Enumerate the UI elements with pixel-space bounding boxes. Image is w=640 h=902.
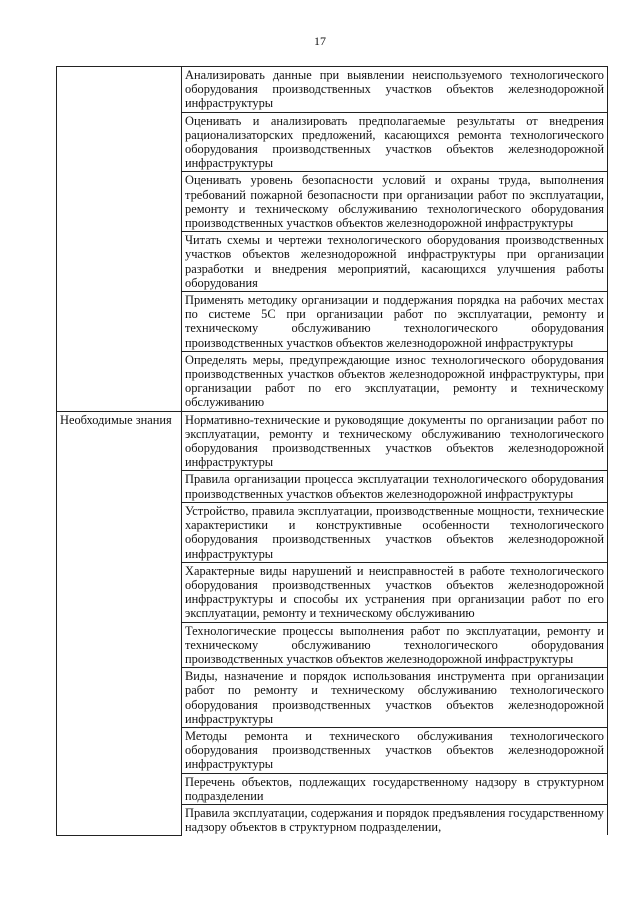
table-cell-text: Перечень объектов, подлежащих государственному надзору в структурном подразделении xyxy=(182,773,608,804)
table-cell-text: Определять меры, предупреждающие износ технологического оборудования производственных участков объектов железнодорожной инфраструктуры, при организации работ по его эксплуатации, ремонту и техническому обслуживанию xyxy=(182,351,608,411)
table-cell-text: Правила организации процесса эксплуатации технологического оборудования производственных участков объектов железнодорожной инфраструктуры xyxy=(182,471,608,502)
table-row xyxy=(57,67,608,113)
table-row xyxy=(57,411,608,471)
table-cell-text: Оценивать уровень безопасности условий и охраны труда, выполнения требований пожарной безопасности при организации работ по эксплуатации, ремонту и техническому обслуживанию технологического оборудования производственных участков объектов железнодорожной инфраструктуры xyxy=(182,172,608,232)
skills-label-cell xyxy=(57,67,182,412)
table-cell-text: Нормативно-технические и руководящие документы по организации работ по эксплуатации, ремонту и техническому обслуживанию технологического оборудования производственных участков объектов железнодорожной инфраструктуры xyxy=(182,411,608,471)
competency-table xyxy=(56,66,608,836)
table-cell-text: Читать схемы и чертежи технологического оборудования производственных участков объектов железнодорожной инфраструктуры при организации разработки и внедрения мероприятий, касающихся улучшения работы оборудования xyxy=(182,232,608,292)
table-cell-text: Методы ремонта и технического обслуживания технологического оборудования производственных участков объектов железнодорожной инфраструктуры xyxy=(182,727,608,773)
table-cell-text: Виды, назначение и порядок использования инструмента при организации работ по ремонту и техническому обслуживанию технологического оборудования производственных участков объектов железнодорожной инфраструктуры xyxy=(182,668,608,728)
page-number: 17 xyxy=(314,34,326,48)
knowledge-label: Необходимые знания xyxy=(57,411,182,835)
table-cell-text: Устройство, правила эксплуатации, производственные мощности, технические характеристики и конструктивные особенности технологического оборудования производственных участков объектов железнодорожной инфраструктуры xyxy=(182,502,608,562)
table-cell-text: Применять методику организации и поддержания порядка на рабочих местах по системе 5С при организации работ по эксплуатации, ремонту и техническому обслуживанию технологического оборудования производственных участков объектов железнодорожной инфраструктуры xyxy=(182,292,608,352)
table-cell-text: Характерные виды нарушений и неисправностей в работе технологического оборудования производственных участков объектов железнодорожной инфраструктуры и способы их устранения при организации работ по его эксплуатации, ремонту и техническому обслуживанию xyxy=(182,562,608,622)
table-cell-text: Оценивать и анализировать предполагаемые результаты от внедрения рационализаторских предложений, касающихся ремонта технологического оборудования производственных участков объектов железнодорожной инфраструктуры xyxy=(182,112,608,172)
table-cell-text: Анализировать данные при выявлении неиспользуемого технологического оборудования производственных участков объектов железнодорожной инфраструктуры xyxy=(182,67,608,113)
table-cell-text: Технологические процессы выполнения работ по эксплуатации, ремонту и техническому обслуживанию технологического оборудования производственных участков объектов железнодорожной инфраструктуры xyxy=(182,622,608,668)
table-cell-text: Правила эксплуатации, содержания и порядок предъявления государственному надзору объектов в структурном подразделении, xyxy=(182,804,608,835)
